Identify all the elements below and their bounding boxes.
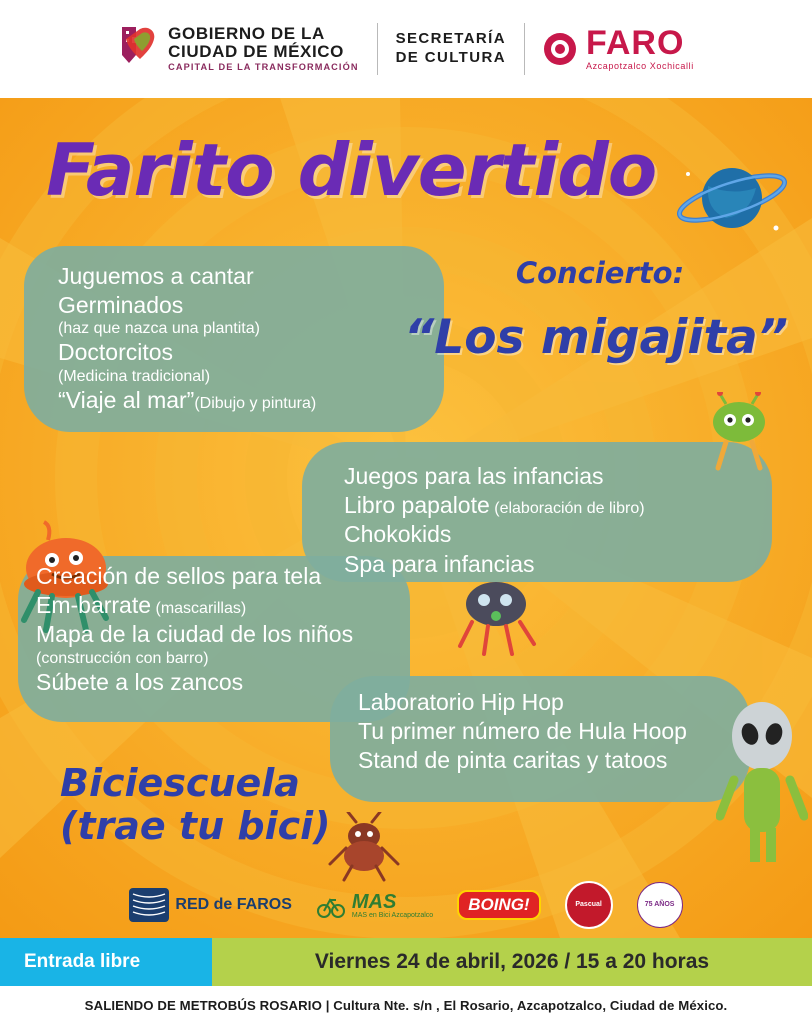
activity-item: Juguemos a cantar [58,263,254,289]
poster-title: Farito divertido [46,128,657,212]
sponsor-red-faros-label: RED de FAROS [175,896,292,913]
activity-item: Creación de sellos para tela [36,563,322,589]
sponsor-mas-label: MAS [351,890,397,913]
activity-list-3 [36,562,406,697]
cdmx-shield-icon [118,25,158,73]
biciescuela-line-1: Biciescuela [60,761,300,805]
planet-icon [672,150,792,246]
concierto-band-name: “Los migajita” [404,310,788,365]
activity-note: (Dibujo y pintura) [194,394,317,412]
faro-name: FARO [585,24,685,63]
dark-bug-icon [444,574,548,669]
faro-text [585,24,694,71]
activity-item: “Viaje al mar” [58,386,195,413]
activity-note: (mascarillas) [155,600,247,618]
sponsor-pascual-logo: Pascual [565,881,613,929]
sponsor-mas [316,890,433,920]
activity-item: Mapa de la ciudad de los niños [36,621,354,648]
faro-flower-icon [543,32,577,66]
activity-item: Súbete a los zancos [36,668,244,695]
activity-item: Em-barrate [36,592,152,619]
secretaria-line-1: SECRETARÍA [395,30,506,48]
biciescuela-block [60,762,400,847]
activity-list-1 [58,262,428,415]
event-date-time: Viernes 24 de abril, 2026 / 15 a 20 horas [212,938,812,986]
sponsor-strip [0,872,812,938]
sponsor-boing-label: BOING! [457,890,540,920]
activity-item: Tu primer número de Hula Hoop [358,718,687,745]
red-faros-icon [129,888,169,922]
sponsor-red-faros [129,888,291,922]
activity-item: Spa para infancias [344,550,535,577]
biciescuela-line-2: (trae tu bici) [60,803,331,848]
gobierno-text [168,25,358,74]
gob-line-2: CIUDAD DE MÉXICO [168,42,345,62]
activity-list-4 [358,688,748,776]
header-divider [377,23,378,75]
gob-line-3: CAPITAL DE LA TRANSFORMACIÓN [168,62,359,73]
activity-item: Stand de pinta caritas y tatoos [358,747,668,774]
header-divider-2 [524,23,525,75]
activity-item: Chokokids [344,521,452,548]
activity-item: Laboratorio Hip Hop [358,689,564,715]
gobierno-logo [118,25,358,74]
gob-line-1: GOBIERNO DE LA [168,23,325,43]
sponsor-mas-sub: MAS en Bici Azcapotzalco [351,911,434,919]
institutional-header [0,0,812,98]
footer-bar-row [0,938,812,986]
activity-note: (Medicina tradicional) [58,367,211,385]
activity-note: (haz que nazca una plantita) [58,320,260,338]
faro-logo [543,24,694,71]
activity-item: Doctorcitos [58,339,174,366]
activity-item: Juegos para las infancias [344,463,604,489]
secretaria-line-2: DE CULTURA [395,49,506,66]
activity-item: Libro papalote [344,492,490,519]
venue-address: SALIENDO DE METROBÚS ROSARIO | Cultura Nte. s/n , El Rosario, Azcapotzalco, Ciudad de México. [0,986,812,1024]
concierto-label: Concierto: [515,256,685,290]
activity-item: Germinados [58,292,184,319]
activity-note: (elaboración de libro) [494,500,645,518]
activity-note: (construcción con barro) [36,649,209,667]
secretaria-cultura-label [396,30,506,68]
entrada-libre-badge: Entrada libre [0,938,212,986]
sponsor-anos-logo: 75 AÑOS [637,882,683,928]
bicycle-icon [316,890,346,920]
activity-list-2 [344,462,764,579]
faro-sub: Azcapotzalco Xochicalli [585,60,694,71]
